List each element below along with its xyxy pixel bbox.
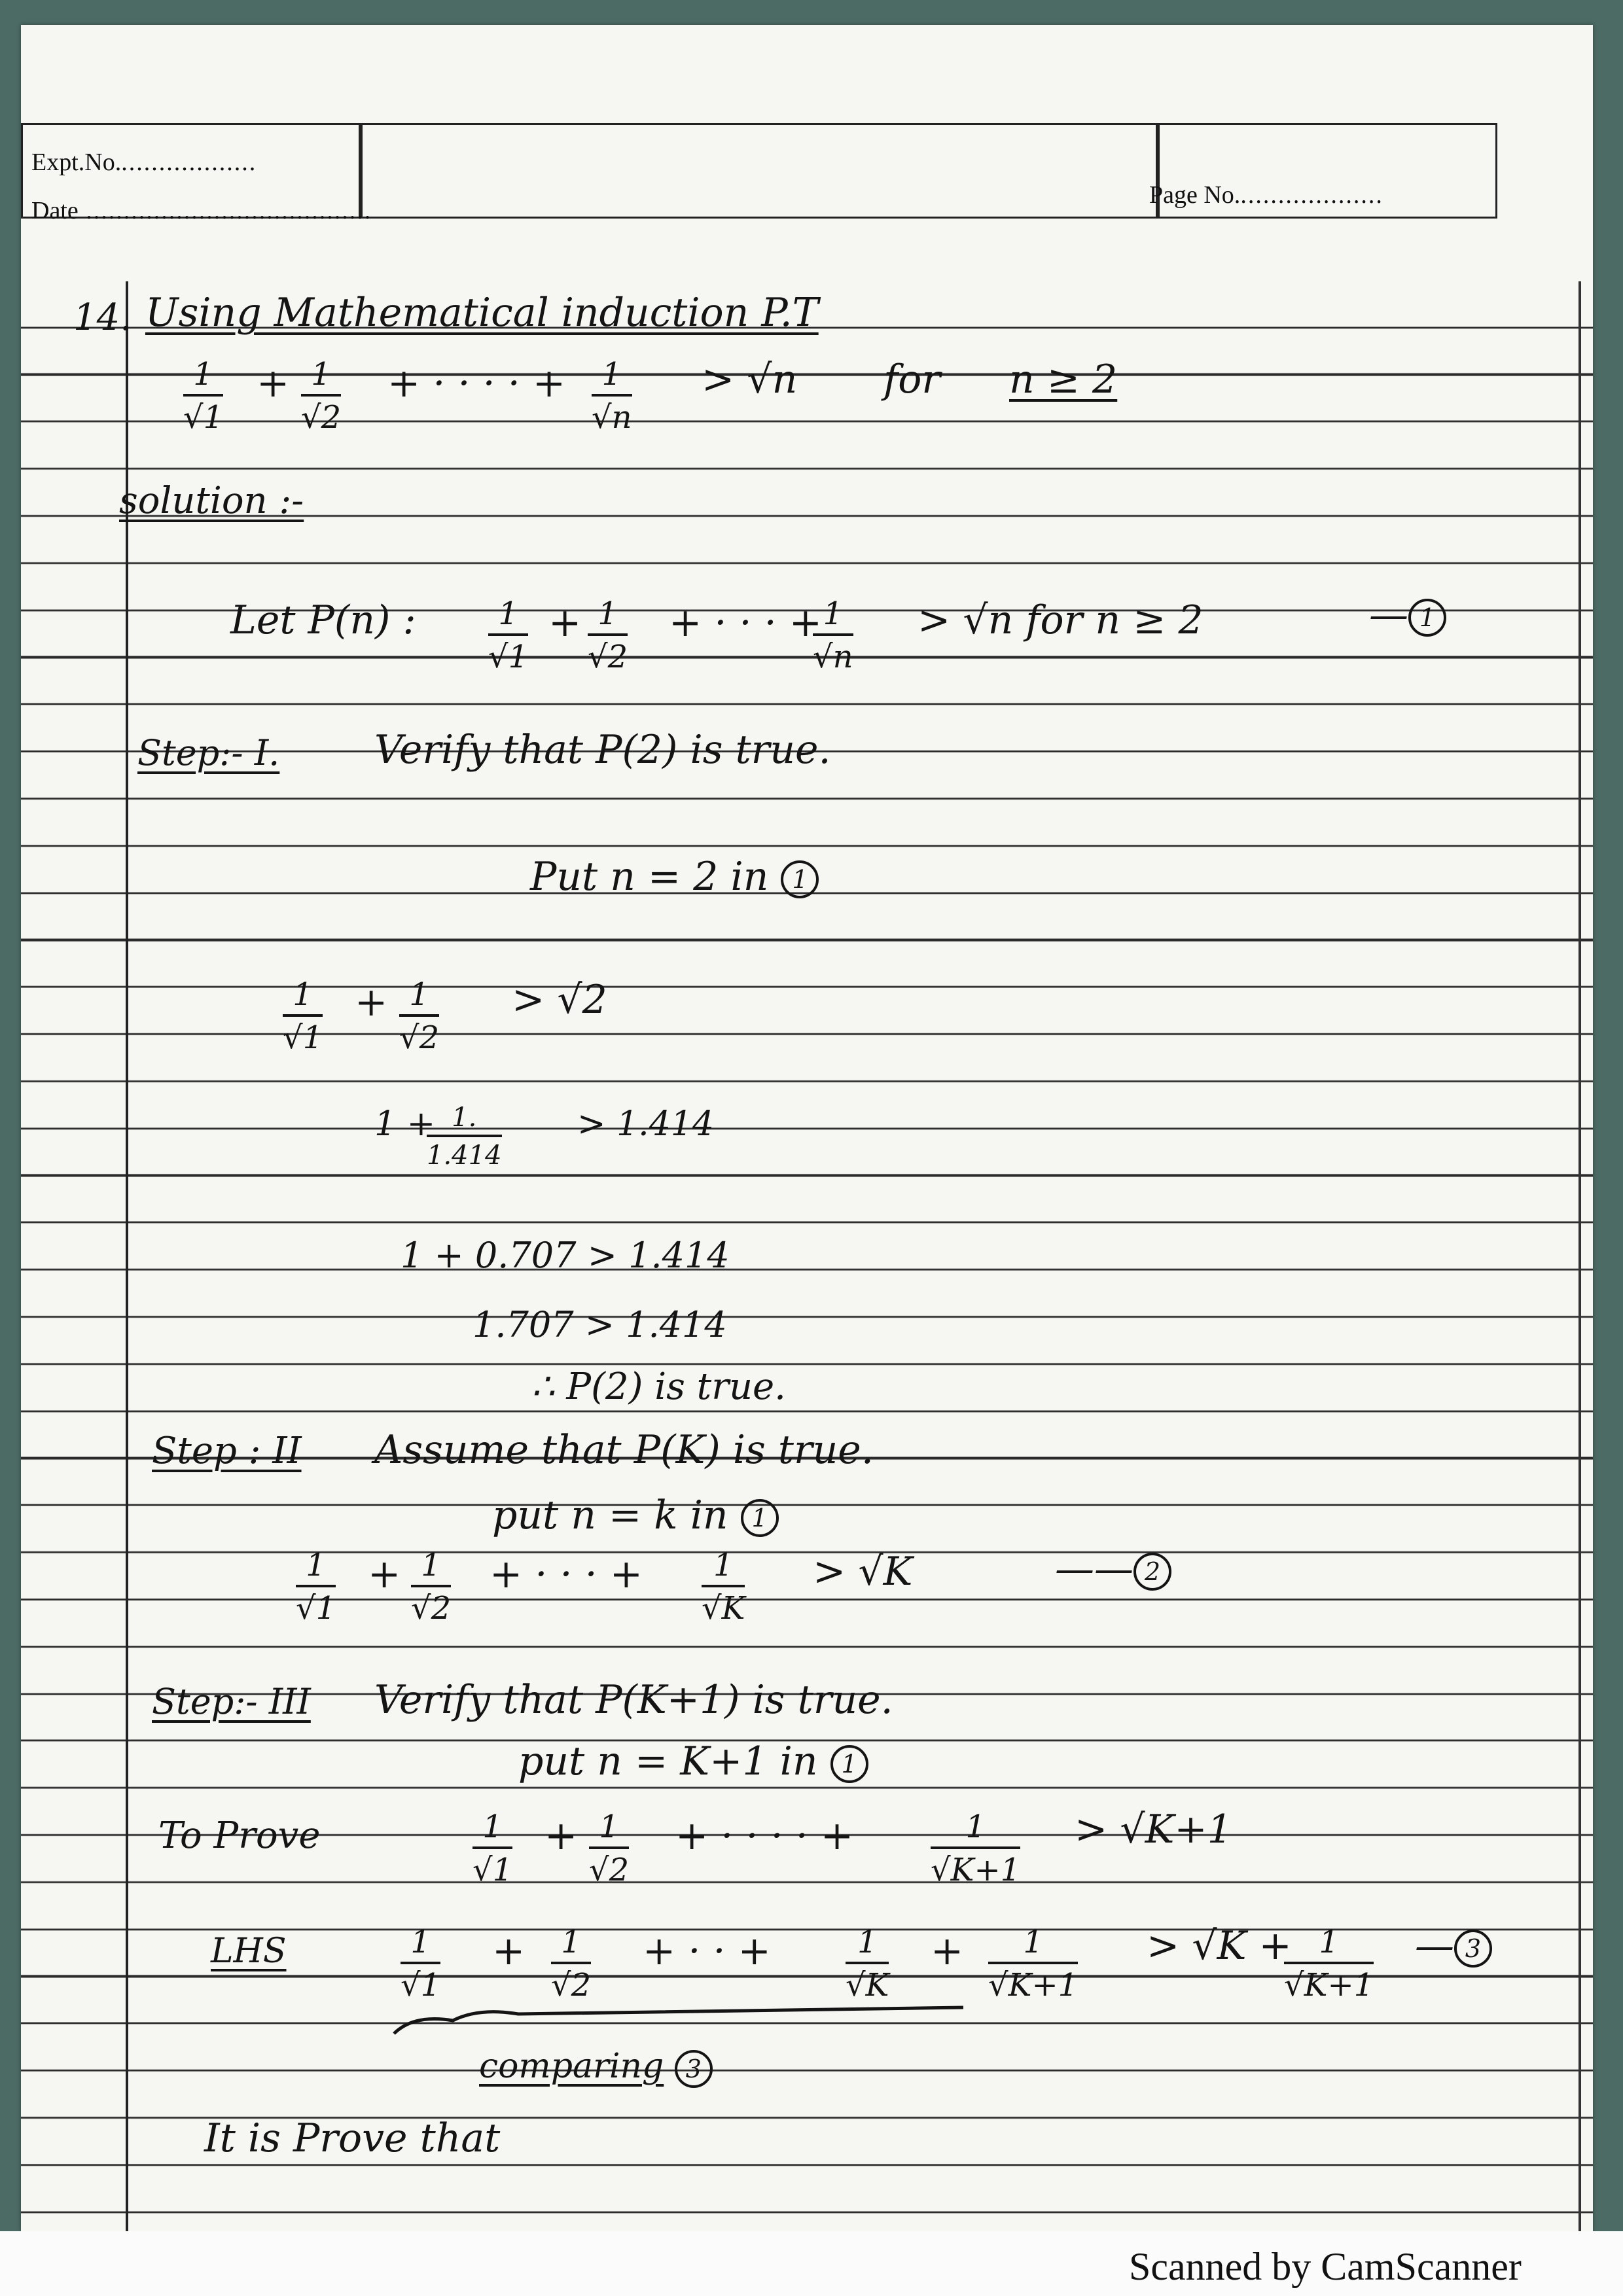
margin-line [126,281,128,2231]
step1-line2-lhs: 1 + [374,1104,436,1144]
step1-put: Put n = 2 in 1 [530,857,819,898]
step1-line4: 1.707 > 1.414 [473,1304,727,1345]
lhs-ineq: > √K + [1147,1923,1292,1969]
step3-label: Step:- III [152,1681,311,1722]
lhs-label: LHS [211,1932,287,1971]
fraction: $\frac{1}{√K+1}$ [988,1924,1079,2004]
eq-1-ref: — 1 [1369,595,1446,637]
fraction: $\frac{1}{√1}$ [296,1547,336,1627]
eq-3-ref: — 3 [1415,1926,1492,1968]
notebook-page [21,25,1593,2231]
plus-dots: + · · + [643,1928,771,1974]
problem-number: 14. [73,296,132,339]
let-suffix: > √n for n ≥ 2 [918,597,1204,643]
plus-sign: + [544,1813,578,1859]
fraction: $\frac{1}{√K}$ [702,1547,745,1627]
fraction: $\frac{1}{√2}$ [551,1924,592,2004]
plus-sign: + [931,1928,964,1974]
fraction: $\frac{1}{√K+1}$ [931,1809,1021,1888]
step1-line5: ∴ P(2) is true. [531,1366,786,1408]
fraction: $\frac{1}{√1}$ [401,1924,441,2004]
step2-label: Step : II [152,1430,302,1472]
middle-box [359,123,1160,219]
plus-dots: + · · · · + [675,1813,854,1859]
page-no-label: Page No.................... [1149,181,1383,209]
fraction: $\frac{1}{√K}$ [846,1924,889,2004]
expt-no-label: Expt.No................... [31,149,257,176]
step2-ineq: > √K [813,1549,913,1595]
for-word: for [883,357,941,402]
plus-sign: + [492,1928,526,1974]
step2-text: Assume that P(K) is true. [374,1427,874,1473]
solution-label: solution :- [119,480,304,522]
plus-sign: + [548,600,582,646]
problem-condition: n ≥ 2 [1009,357,1118,402]
fraction: $\frac{1}{√2}$ [411,1547,452,1627]
fraction: $\frac{1}{√1}$ [473,1809,513,1888]
scanner-watermark: Scanned by CamScanner [1129,2245,1522,2288]
step3-put: put n = K+1 in 1 [518,1742,868,1783]
fraction: $\frac{1}{√2}$ [588,595,628,675]
plus-sign: + [368,1551,401,1597]
plus-dots: + · · · + [490,1551,643,1597]
plus-dots: + · · · · + [387,361,566,406]
fraction: $\frac{1}{√2}$ [399,976,440,1056]
fraction: $\frac{1}{√1}$ [183,356,224,436]
fraction: $\frac{1.}{1.414}$ [427,1103,502,1171]
fraction: $\frac{1}{√n}$ [813,595,853,675]
step1-text: Verify that P(2) is true. [374,727,831,773]
step1-line2-rhs: > 1.414 [577,1104,714,1144]
step3-text: Verify that P(K+1) is true. [374,1677,893,1723]
step1-line3: 1 + 0.707 > 1.414 [401,1235,730,1276]
plus-dots: + · · · + [669,600,823,646]
to-prove: To Prove [158,1814,321,1857]
let-prefix: Let P(n) : [230,597,416,643]
step3-ineq: > √K+1 [1075,1807,1232,1852]
fraction: $\frac{1}{√1}$ [488,595,529,675]
fraction: $\frac{1}{√n}$ [592,356,632,436]
underbrace [387,2001,976,2053]
fraction: $\frac{1}{√2}$ [589,1809,630,1888]
problem-statement: Using Mathematical induction P.T [145,290,819,336]
problem-rhs: > √n [702,357,798,402]
fraction: $\frac{1}{√K+1}$ [1284,1924,1374,2004]
eq-2-ref: —— 2 [1055,1549,1171,1591]
comparing: comparing 3 [479,2049,713,2088]
fraction: $\frac{1}{√1}$ [283,976,323,1056]
right-margin-line [1578,281,1581,2231]
date-label: Date ...................................... [31,197,372,224]
fraction: $\frac{1}{√2}$ [301,356,342,436]
plus-sign: + [257,361,290,406]
step2-put: put n = k in 1 [492,1496,779,1537]
step1-ineq: > √2 [512,977,607,1023]
plus-sign: + [355,980,388,1025]
conclusion: It is Prove that [204,2115,501,2161]
step1-label: Step:- I. [137,732,280,773]
